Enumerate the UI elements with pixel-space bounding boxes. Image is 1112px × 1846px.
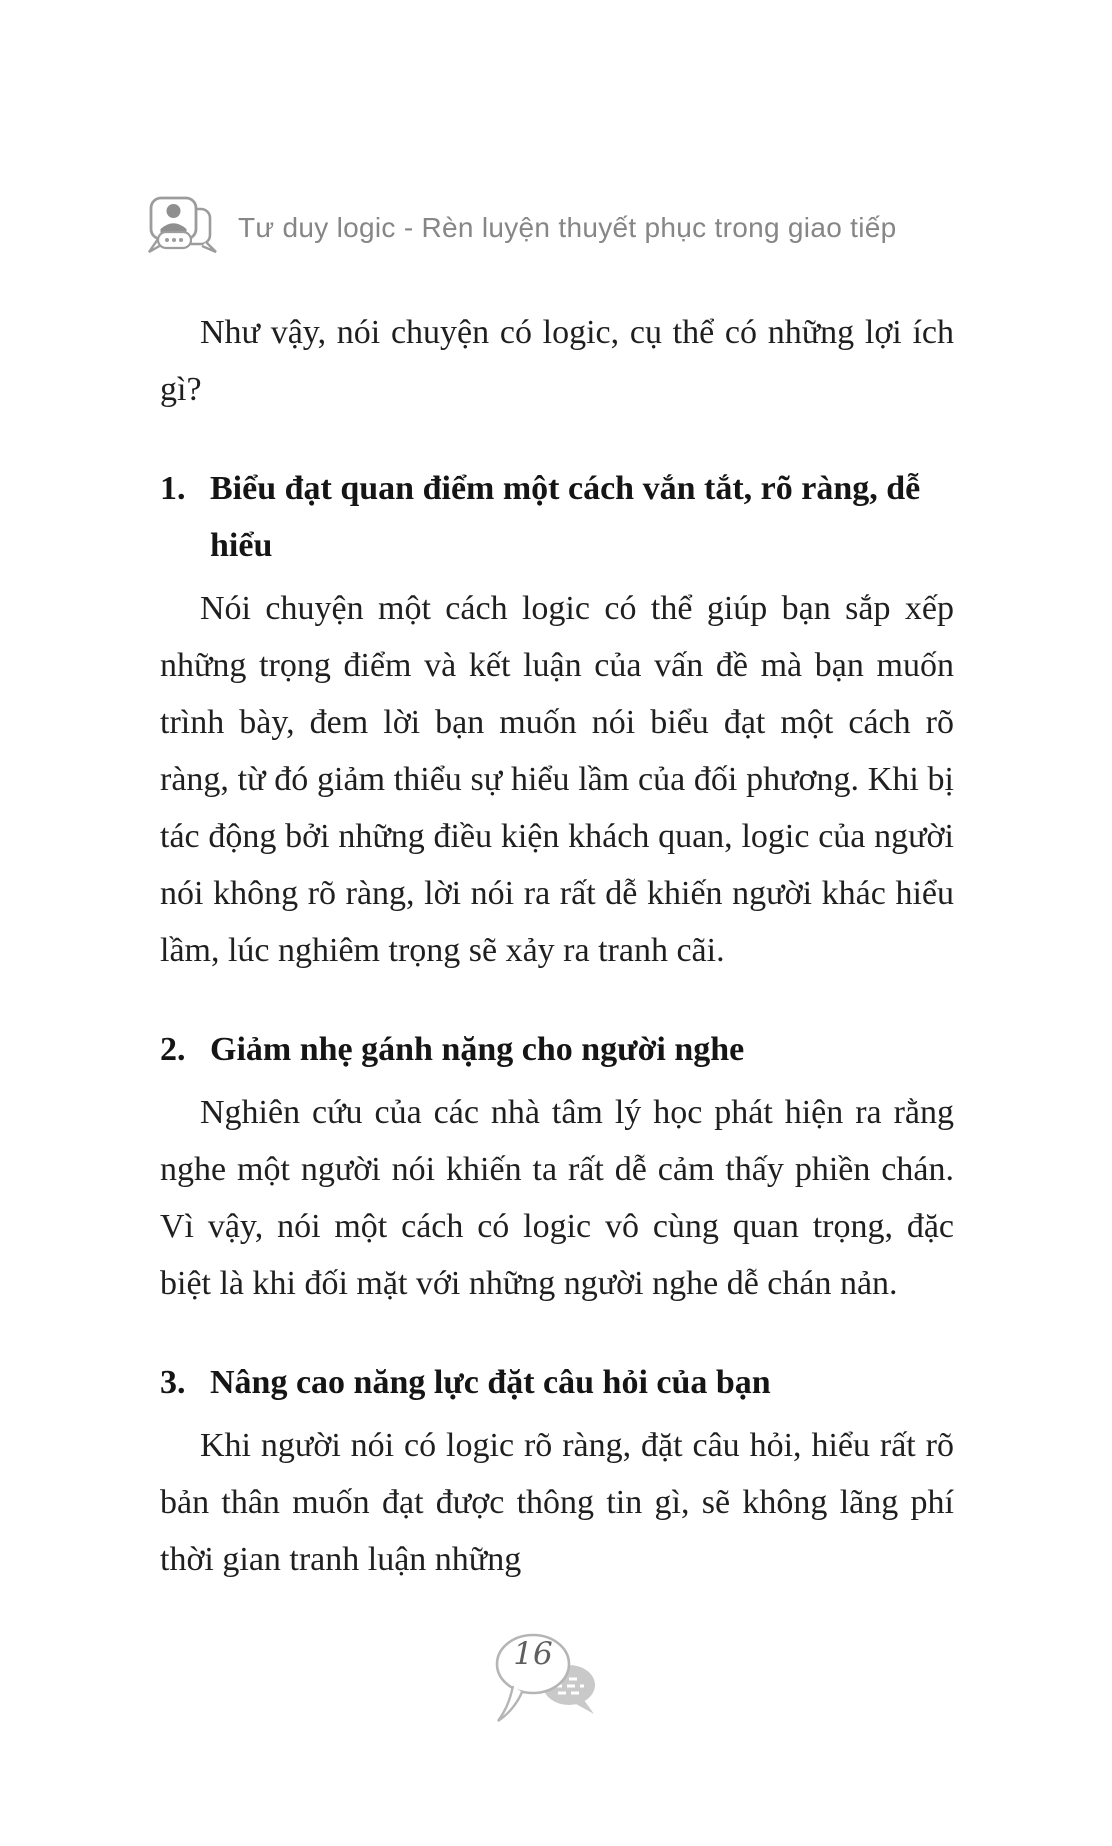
running-header-title: Tư duy logic - Rèn luyện thuyết phục trong giao tiếp [238, 212, 897, 243]
section-2-body: Nghiên cứu của các nhà tâm lý học phát hiện ra rằng nghe một người nói khiến ta rất dễ cảm thấy phiền chán. Vì vậy, nói một cách có logic vô cùng quan trọng, đặc biệt là khi đối mặt với những người nghe dễ chán nản. [160, 1094, 954, 1302]
section-1-number: 1. [160, 470, 186, 507]
section-2-heading-text: Giảm nhẹ gánh nặng cho người nghe [210, 1031, 745, 1068]
section-2 [160, 1021, 954, 1312]
section-3-heading [160, 1354, 954, 1411]
section-3-heading-text: Nâng cao năng lực đặt câu hỏi của bạn [210, 1364, 771, 1401]
section-3-number: 3. [160, 1364, 186, 1401]
page-number: 16 [513, 1636, 553, 1672]
section-1-heading [160, 460, 954, 574]
running-header [146, 196, 954, 260]
section-3-body: Khi người nói có logic rõ ràng, đặt câu hỏi, hiểu rất rõ bản thân muốn đạt được thông tin gì, sẽ không lãng phí thời gian tranh luận những [160, 1427, 954, 1578]
section-1 [160, 460, 954, 979]
section-1-body: Nói chuyện một cách logic có thể giúp bạn sắp xếp những trọng điểm và kết luận của vấn đề mà bạn muốn trình bày, đem lời bạn muốn nói biểu đạt một cách rõ ràng, từ đó giảm thiểu sự hiểu lầm của đối phương. Khi bị tác động bởi những điều kiện khách quan, logic của người nói không rõ ràng, lời nói ra rất dễ khiến người khác hiểu lầm, lúc nghiêm trọng sẽ xảy ra tranh cãi. [160, 590, 954, 969]
section-2-heading [160, 1021, 954, 1078]
section-1-heading-text: Biểu đạt quan điểm một cách vắn tắt, rõ ràng, dễ hiểu [210, 470, 921, 564]
section-2-number: 2. [160, 1031, 186, 1068]
intro-paragraph: Như vậy, nói chuyện có logic, cụ thể có những lợi ích gì? [160, 314, 954, 408]
section-3 [160, 1354, 954, 1588]
chat-person-icon [146, 196, 224, 260]
page-number-bubble [472, 1622, 622, 1742]
text-column [160, 0, 954, 1588]
